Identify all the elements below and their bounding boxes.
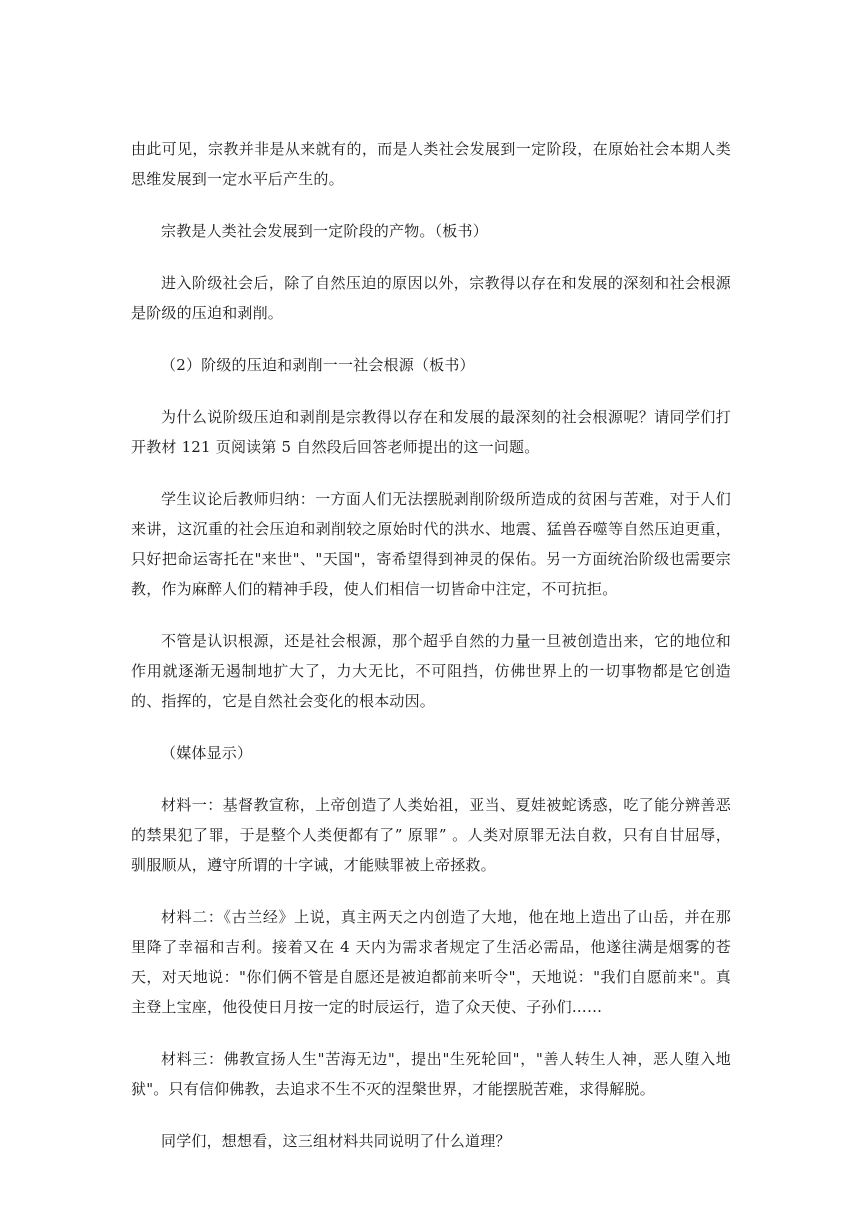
document-body [131, 134, 731, 1156]
paragraph-question: 为什么说阶级压迫和剥削是宗教得以存在和发展的最深刻的社会根源呢？请同学们打开教材 121 页阅读第 5 自然段后回答老师提出的这一问题。 [131, 408, 731, 456]
paragraph-material-one: 材料一：基督教宣称，上帝创造了人类始祖，亚当、夏娃被蛇诱惑，吃了能分辨善恶的禁果犯了罪，于是整个人类便都有了” 原罪” 。人类对原罪无法自救，只有自甘屈辱，驯服顺从，遵守所谓的十字诫，才能赎罪被上帝拯救。 [131, 796, 731, 874]
paragraph-roots: 不管是认识根源，还是社会根源，那个超乎自然的力量一旦被创造出来，它的地位和作用就逐渐无遏制地扩大了，力大无比，不可阻挡，仿佛世界上的一切事物都是它创造的、指挥的，它是自然社会变化的根本动因。 [131, 632, 731, 710]
paragraph-closing-question: 同学们，想想看，这三组材料共同说明了什么道理？ [161, 1132, 511, 1150]
paragraph-teacher-summary: 学生议论后教师归纳：一方面人们无法摆脱剥削阶级所造成的贫困与苦难，对于人们来讲，这沉重的社会压迫和剥削较之原始时代的洪水、地震、猛兽吞噬等自然压迫更重，只好把命运寄托在"来世"、"天国"，寄希望得到神灵的保佑。另一方面统治阶级也需要宗教，作为麻醉人们的精神手段，使人们相信一切皆命中注定，不可抗拒。 [131, 490, 731, 598]
paragraph-conclusion-origin: 由此可见，宗教并非是从来就有的，而是人类社会发展到一定阶段，在原始社会本期人类思维发展到一定水平后产生的。 [131, 140, 731, 188]
paragraph-class-society: 进入阶级社会后，除了自然压迫的原因以外，宗教得以存在和发展的深刻和社会根源是阶级的压迫和剥削。 [131, 274, 731, 322]
paragraph-section-heading: （2）阶级的压迫和剥削一一社会根源（板书） [161, 356, 475, 374]
paragraph-board-note-product: 宗教是人类社会发展到一定阶段的产物。（板书） [161, 222, 488, 240]
paragraph-media-display: （媒体显示） [161, 744, 253, 762]
paragraph-material-three: 材料三：佛教宣扬人生"苦海无边"，提出"生死轮回"，"善人转生人神，恶人堕入地狱"。只有信仰佛教，去追求不生不灭的涅槃世界，才能摆脱苦难，求得解脱。 [131, 1050, 731, 1098]
paragraph-material-two: 材料二：《古兰经》上说，真主两天之内创造了大地，他在地上造出了山岳，并在那里降了幸福和吉利。接着又在 4 天内为需求者规定了生活必需品，他遂往满是烟雾的苍天，对天地说："你们俩不管是自愿还是被迫都前来听令"，天地说："我们自愿前来"。真主登上宝座，他役使日月按一定的时辰运行，造了众天使、子孙们…… [131, 908, 731, 1016]
